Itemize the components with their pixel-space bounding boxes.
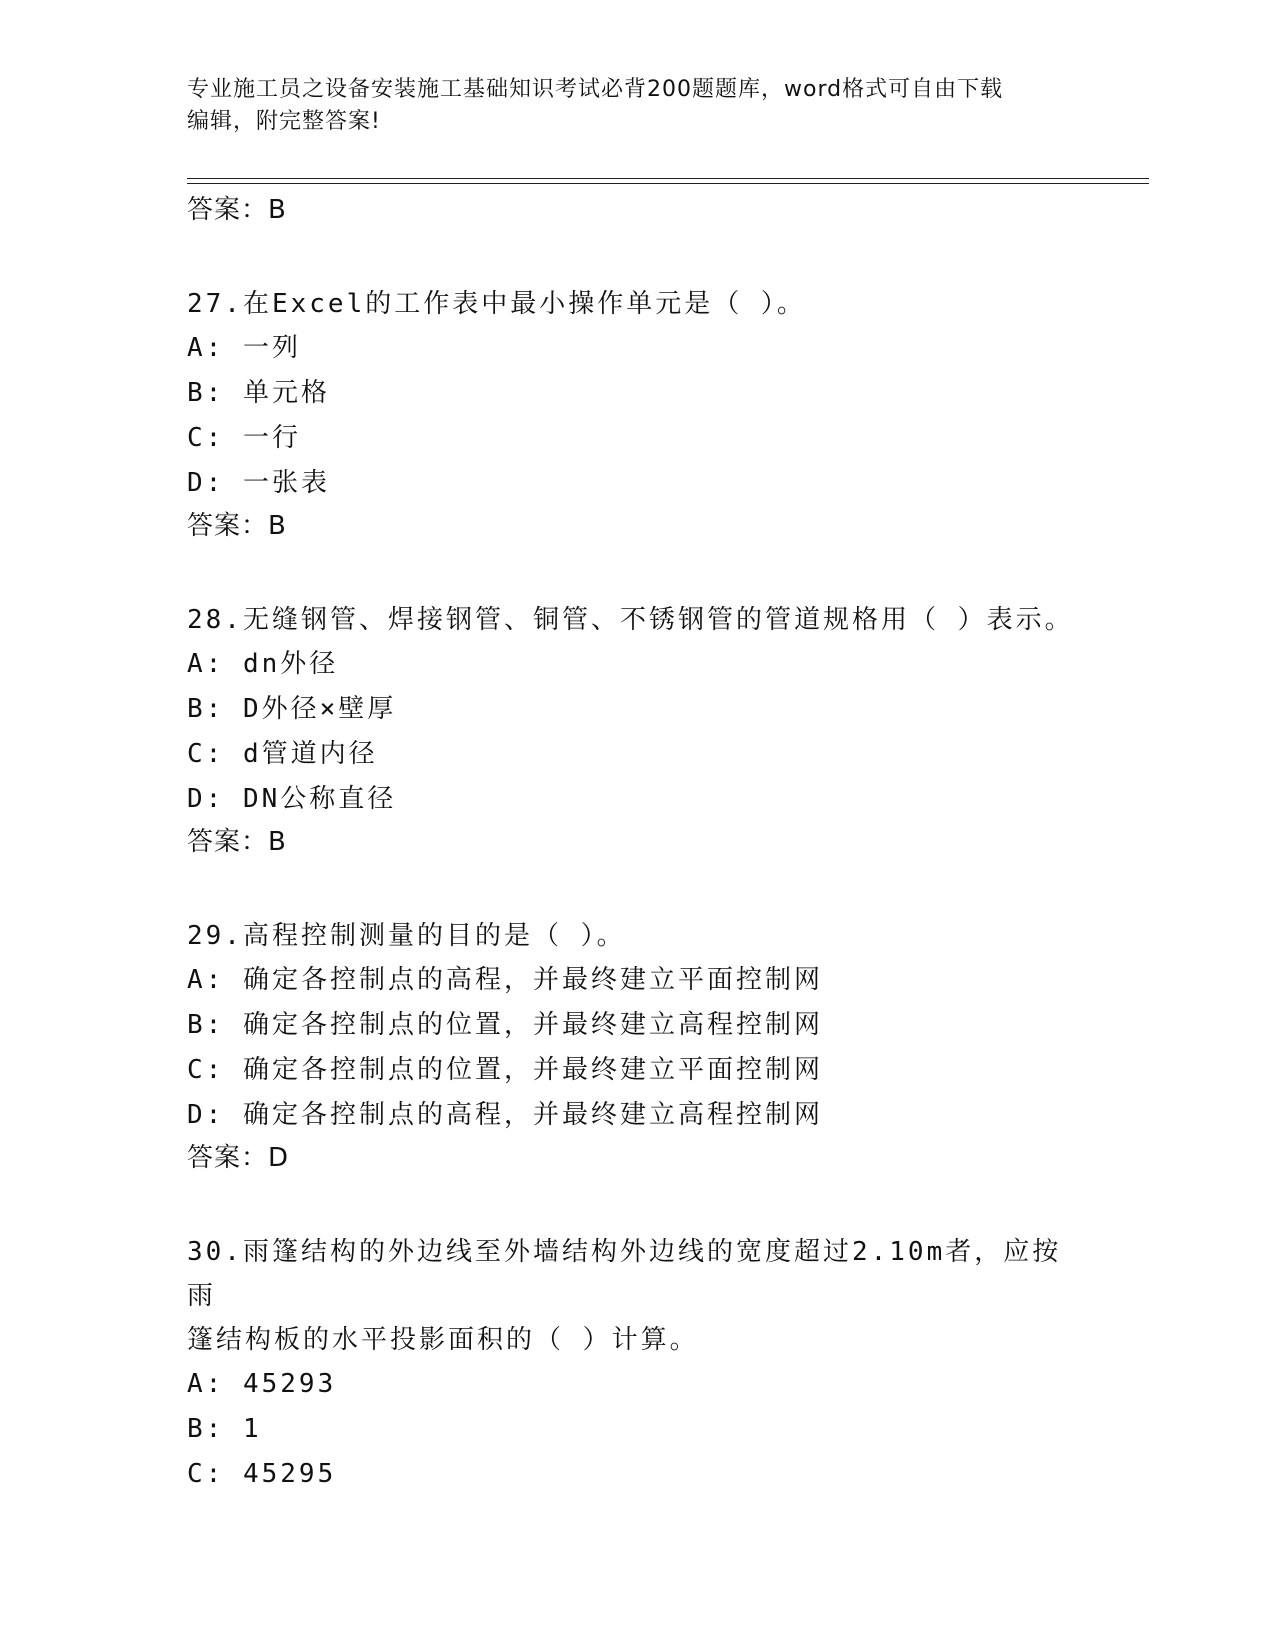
question-stem-line-1: 30.雨篷结构的外边线至外墙结构外边线的宽度超过2.10m者，应按雨 bbox=[187, 1237, 1062, 1311]
document-header bbox=[187, 74, 1067, 138]
option-d: D: 确定各控制点的高程，并最终建立高程控制网 bbox=[187, 1100, 823, 1130]
previous-answer: 答案：B bbox=[187, 195, 287, 225]
header-divider-top bbox=[187, 178, 1149, 179]
option-a: A: dn外径 bbox=[187, 649, 339, 679]
question-stem-line-2: 篷结构板的水平投影面积的（ ）计算。 bbox=[187, 1325, 699, 1355]
option-a: A: 确定各控制点的高程，并最终建立平面控制网 bbox=[187, 965, 823, 995]
header-line-2: 编辑，附完整答案! bbox=[187, 109, 381, 134]
option-c: C: 45295 bbox=[187, 1459, 337, 1489]
option-a: A: 45293 bbox=[187, 1369, 337, 1399]
question-answer: 答案：B bbox=[187, 827, 287, 857]
option-d: D: DN公称直径 bbox=[187, 784, 397, 814]
option-c: C: 确定各控制点的位置，并最终建立平面控制网 bbox=[187, 1055, 823, 1085]
option-b: B: 单元格 bbox=[187, 378, 330, 408]
question-27 bbox=[187, 282, 1087, 546]
option-b: B: 1 bbox=[187, 1414, 262, 1444]
option-a: A: 一列 bbox=[187, 333, 301, 363]
question-29 bbox=[187, 914, 1087, 1178]
option-c: C: 一行 bbox=[187, 423, 301, 453]
option-d: D: 一张表 bbox=[187, 468, 330, 498]
option-c: C: d管道内径 bbox=[187, 739, 378, 769]
question-answer: 答案：B bbox=[187, 511, 287, 541]
question-stem: 28.无缝钢管、焊接钢管、铜管、不锈钢管的管道规格用（ ）表示。 bbox=[187, 605, 1074, 635]
question-list bbox=[187, 190, 1087, 1497]
option-b: B: D外径×壁厚 bbox=[187, 694, 397, 724]
header-divider-bottom bbox=[187, 183, 1149, 184]
question-30 bbox=[187, 1230, 1087, 1497]
question-stem: 27.在Excel的工作表中最小操作单元是（ ）。 bbox=[187, 289, 806, 319]
option-b: B: 确定各控制点的位置，并最终建立高程控制网 bbox=[187, 1010, 823, 1040]
header-line-1: 专业施工员之设备安装施工基础知识考试必背200题题库，word格式可自由下载 bbox=[187, 77, 1004, 102]
question-answer: 答案：D bbox=[187, 1143, 290, 1173]
question-stem: 29.高程控制测量的目的是（ ）。 bbox=[187, 921, 626, 951]
question-28 bbox=[187, 598, 1087, 862]
